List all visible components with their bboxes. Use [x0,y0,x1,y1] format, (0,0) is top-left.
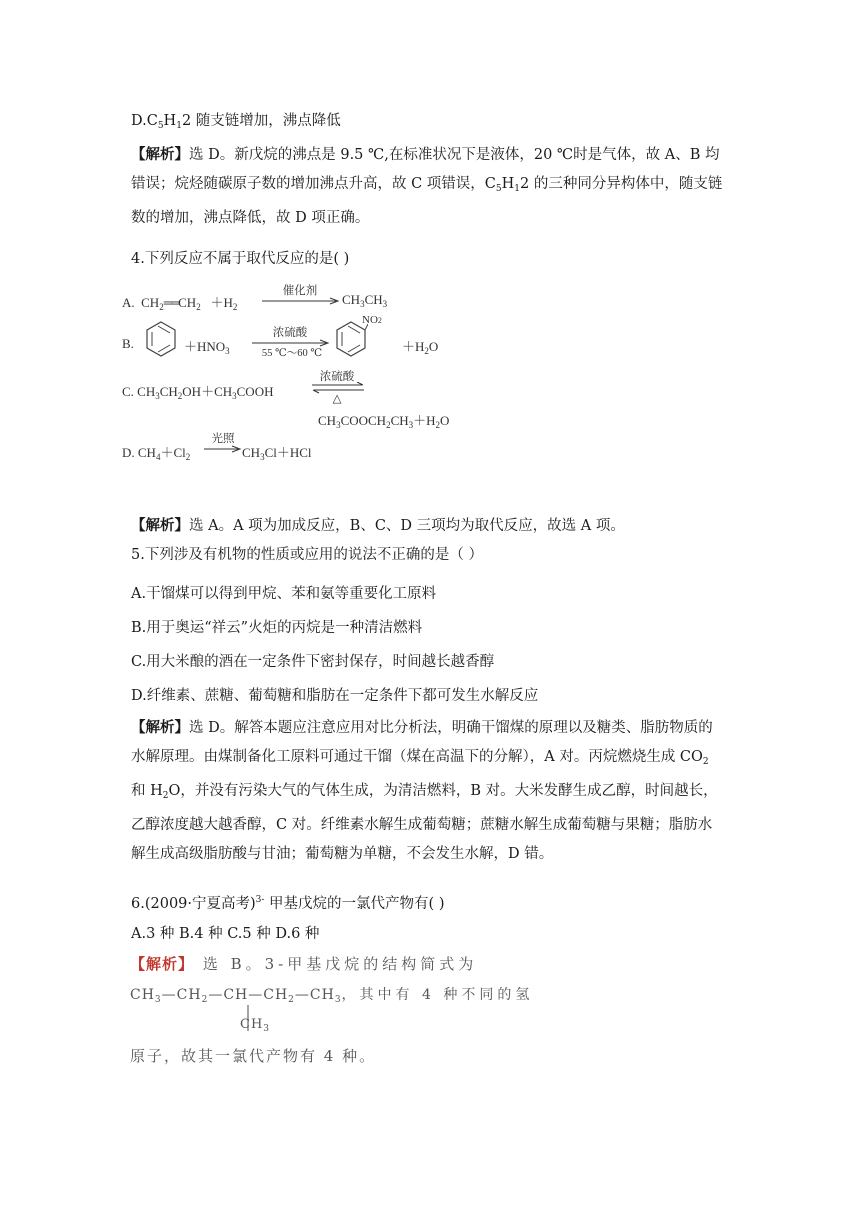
q6-scan-branch: $CH_3$ [240,1017,271,1034]
reaction-a-product: $CH_3CH_3$ [342,292,388,309]
nitrobenzene-ring-icon [334,320,368,360]
q6-stem: 6.(2009·宁夏高考)$^{3-}$ 甲基戊烷的一氯代产物有( ) [131,895,445,912]
q3-analysis: 【解析】选 D。新戊烷的沸点是 9.5 ℃,在标准状况下是液体，20 ℃时是气体，故 A、B 均 错误；烷烃随碳原子数的增加沸点升高，故 C 项错误，$C_5H_12$ 的三种同分异构体中，随支链 数的增加，沸点降低，故 D 项正确。 [131,146,723,226]
reaction-a-arrow [260,296,342,306]
q4-stem: 4.下列反应不属于取代反应的是( ) [131,251,350,267]
reaction-c-products: $CH_3COOCH_2CH_3+H_2O$ [318,413,450,430]
reaction-a: A. $CH_2══CH_2$ $+H_2$ [122,295,238,312]
reaction-a-condition: 催化剂 [282,285,318,297]
q5-analysis: 【解析】选 D。解答本题应注意应用对比分析法，明确干馏煤的原理以及糖类、脂肪物质的 水解原理。由煤制备化工原料可通过干馏（煤在高温下的分解），A 对。丙烷燃烧生成 $CO_2$ 和 $H_2O$，并没有污染大气的气体生成，为清洁燃料，B 对。大米发酵生成乙醇，时间越长， 乙醇浓度越大越香醇，C 对。纤维素水解生成葡萄糖；蔗糖水解生成葡萄糖与果糖；脂肪水 解生成高级脂肪酸与甘油；葡萄糖为单糖，不会发生水解，D 错。 [131,719,718,862]
analysis-tag: 【解析】 [131,517,189,534]
reaction-b-condition-top: 浓硫酸 [272,327,308,339]
reaction-d-arrow [202,444,244,454]
reaction-b-water: $+H_2O$ [402,339,439,356]
q6-scan-line2: $CH_3—CH_2—CH—CH_2—CH_3$，其中有 4 种不同的氢 [130,987,534,1005]
q4-analysis: 【解析】选 A。A 项为加成反应，B、C、D 三项均为取代反应，故选 A 项。 [131,517,625,534]
analysis-tag: 【解析】 [131,146,189,163]
reaction-b-label: B. [122,336,134,351]
reaction-b-condition-bottom: 55 ℃～60 ℃ [261,348,323,359]
q6-options: A.3 种 B.4 种 C.5 种 D.6 种 [131,926,320,942]
q6-scan-line3: 原子，故其一氯代产物有 4 种。 [130,1047,377,1065]
reaction-d-reactants: D. $CH_4+Cl_2$ [122,445,191,462]
q5-stem: 5.下列涉及有机物的性质或应用的说法不正确的是（ ） [131,547,483,563]
nitro-group-label: NO2 [362,314,382,326]
reaction-c-reactants: C. $CH_3CH_2OH+CH_3COOH$ [122,384,274,401]
q5-option-a: A.干馏煤可以得到甲烷、苯和氨等重要化工原料 [131,586,437,602]
q6-scan-line1: 【解析】 选 B。3-甲基戊烷的结构简式为 [130,955,478,973]
reaction-equations-image [122,284,482,460]
q6-analysis-scan-image [122,951,534,1069]
benzene-ring-icon [144,320,178,360]
reaction-d-products: $CH_3Cl+HCl$ [242,445,312,462]
q5-option-d: D.纤维素、蔗糖、葡萄糖和脂肪在一定条件下都可发生水解反应 [131,688,539,704]
analysis-tag: 【解析】 [131,719,189,736]
reaction-c-condition-top: 浓硫酸 [319,371,355,383]
reaction-d-condition: 光照 [211,433,235,445]
analysis-tag: 【解析】 [130,955,195,973]
q5-option-b: B.用于奥运“祥云”火炬的丙烷是一种清洁燃料 [131,620,423,636]
q3-option-d: $D.C_5H_12$ 随支链增加，沸点降低 [131,113,341,131]
q5-option-c: C.用大米酿的酒在一定条件下密封保存，时间越长越香醇 [131,654,495,670]
reaction-c-condition-bottom: △ [332,393,342,405]
reaction-b-reagent: $+HNO_3$ [184,339,230,356]
